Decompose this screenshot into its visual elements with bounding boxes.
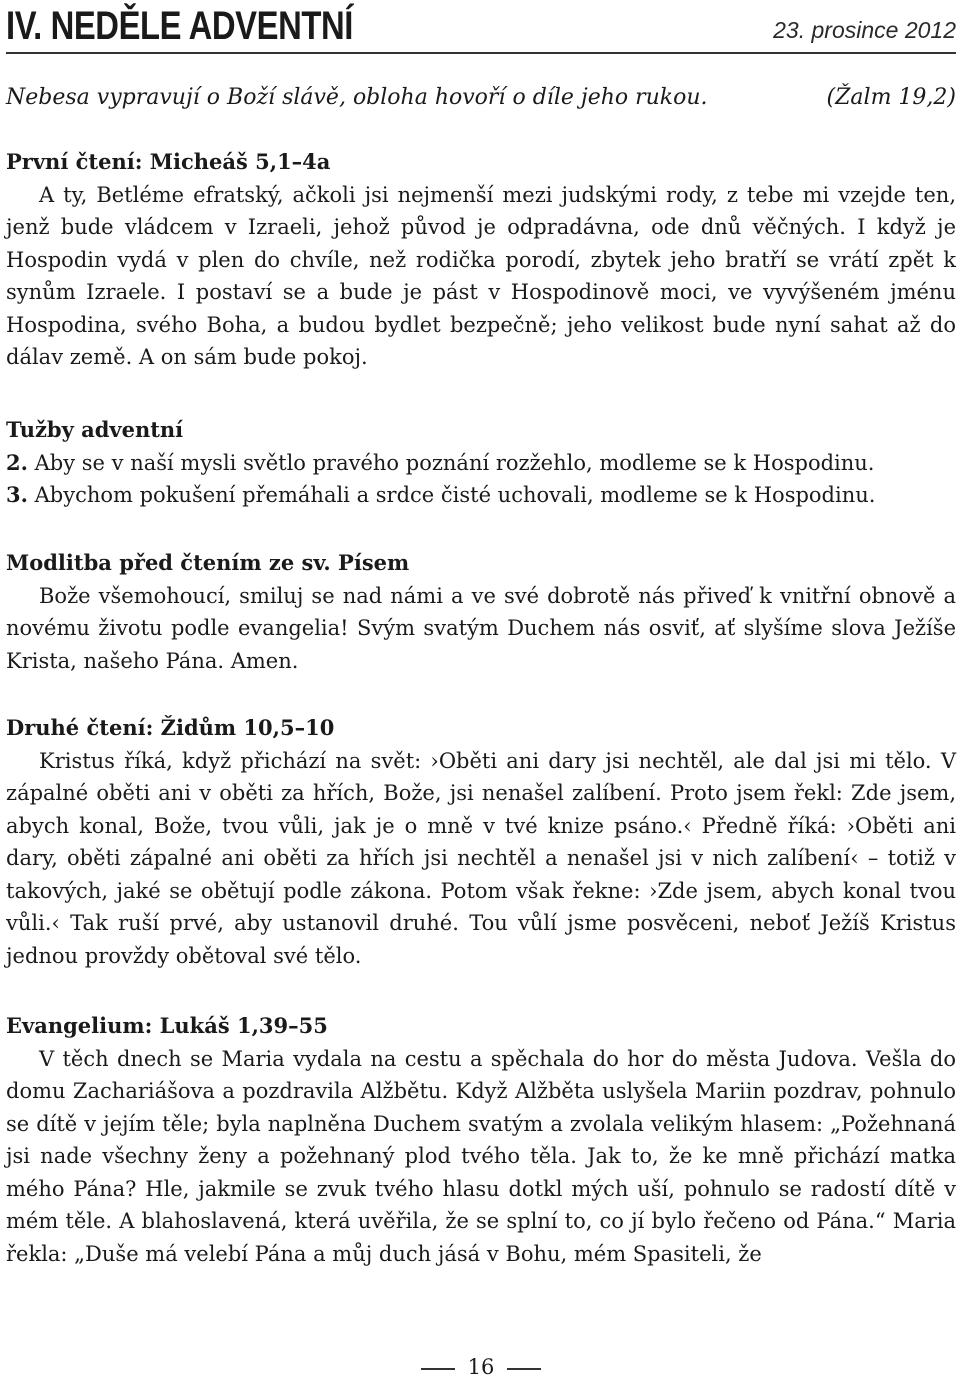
- motto-text: Nebesa vypravují o Boží slávě, obloha hovoří o díle jeho rukou.: [6, 85, 708, 110]
- second-reading-text: Kristus říká, když přichází na svět: ›Oběti ani dary jsi nechtěl, ale dal jsi mi tělo. V zápalné oběti ani v oběti za hřích, Bože, jsi nenašel zalíbení. Proto jsem řekl: Zde jsem, abych konal, Bože, tvou vůli, jak je o mně v tvé knize psáno.‹ Předně říká: ›Oběti ani dary, oběti zápalné ani oběti za hřích jsi nechtěl a nenašel jsi v nich zalíbení‹ – totiž v takových, jaké se obětují podle zákona. Potom však řekne: ›Zde jsem, abych konal tvou vůli.‹ Tak ruší prvé, aby ustanovil druhé. Tou vůlí jsme posvěceni, neboť Ježíš Kristus jednou provždy obětoval své tělo.: [6, 748, 956, 968]
- first-reading-text: A ty, Betléme efratský, ačkoli jsi nejmenší mezi judskými rody, z tebe mi vzejde ten, jenž bude vládcem v Izraeli, jehož původ je odpradávna, ode dnů věčných. I když je Hospodin vydá v plen do chvíle, než rodička porodí, zbytek jeho bratří se vrátí zpět k synům Izraele. I postaví se a bude je pást v Hospodinově moci, ve vyvýšeném jménu Hospodina, svého Boha, a budou bydlet bezpečně; jeho velikost bude nyní sahat až do dálav země. A on sám bude pokoj.: [6, 182, 956, 369]
- advent-desires-heading: Tužby adventní: [6, 417, 184, 442]
- second-reading-heading: Druhé čtení: Židům 10,5–10: [6, 715, 335, 740]
- desire-text: Abychom pokušení přemáhali a srdce čisté uchovali, modleme se k Hospodinu.: [34, 483, 876, 507]
- desire-text: Aby se v naší mysli světlo pravého poznání rozžehlo, modleme se k Hospodinu.: [34, 450, 875, 475]
- prayer-text: Bože všemohoucí, smiluj se nad námi a ve své dobrotě nás přiveď k vnitřní obnově a novému životu podle evangelia! Svým svatým Duchem nás osviť, ať slyšíme slova Ježíše Krista, našeho Pána. Amen.: [6, 583, 956, 673]
- second-reading: [6, 712, 956, 972]
- header-rule: [6, 52, 956, 54]
- page-header: [6, 2, 956, 48]
- first-reading-heading: První čtení: Micheáš 5,1–4a: [6, 149, 331, 174]
- footer-dash: [507, 1368, 541, 1370]
- gospel-text: V těch dnech se Maria vydala na cestu a spěchala do hor do města Judova. Vešla do domu Zachariášova a pozdravila Alžbětu. Když Alžběta uslyšela Mariin pozdrav, pohnulo se dítě v jejím těle; byla naplněna Duchem svatým a zvolala velikým hlasem: „Požehnaná jsi nade všechny ženy a požehnaný plod tvého těla. Jak to, že ke mně přichází matka mého Pána? Hle, jakmile se zvuk tvého hlasu dotkl mých uší, pohnulo se radostí dítě v mém těle. A blahoslavená, která uvěřila, že se splní to, co jí bylo řečeno od Pána.“ Maria řekla: „Duše má velebí Pána a můj duch jásá v Bohu, mém Spasiteli, že: [6, 1046, 956, 1266]
- prayer-heading: Modlitba před čtením ze sv. Písem: [6, 550, 410, 575]
- page-title: IV. NEDĚLE ADVENTNÍ: [6, 4, 354, 48]
- prayer: [6, 547, 956, 677]
- desire-item-2: [6, 447, 956, 480]
- gospel: [6, 1010, 956, 1270]
- desire-number: 2.: [6, 449, 28, 475]
- first-reading: [6, 146, 956, 374]
- motto-line: [6, 82, 956, 114]
- footer-dash: [421, 1368, 455, 1370]
- desire-number: 3.: [6, 482, 28, 507]
- advent-desires: [6, 414, 956, 512]
- page-footer: [6, 1352, 956, 1382]
- header-date: 23. prosince 2012: [773, 17, 956, 43]
- page-number: 16: [467, 1355, 495, 1379]
- motto-reference: (Žalm 19,2): [826, 85, 956, 110]
- desire-item-3: [6, 479, 956, 512]
- gospel-heading: Evangelium: Lukáš 1,39–55: [6, 1013, 328, 1038]
